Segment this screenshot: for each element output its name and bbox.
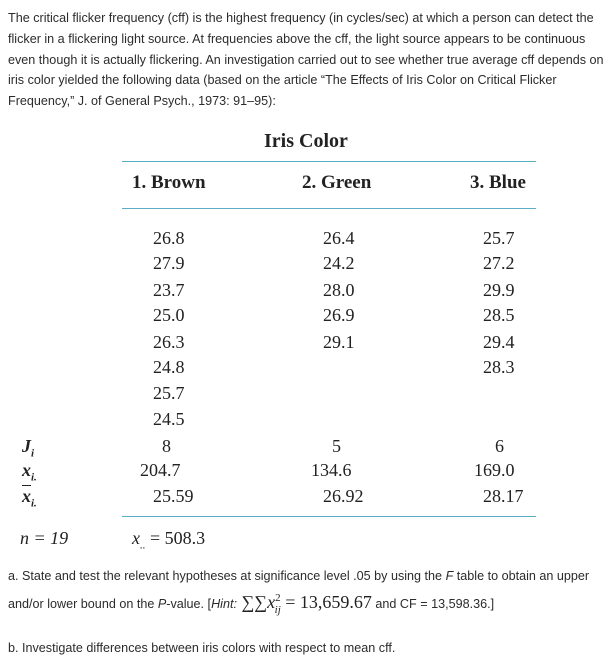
row-label-j: $J_i$ [22, 436, 35, 460]
table-header-rule [122, 208, 536, 209]
data-cell: 25.0 [153, 305, 185, 325]
data-cell: 28.5 [483, 305, 515, 325]
data-cell: 24.2 [323, 253, 355, 273]
data-cell: 23.7 [153, 280, 185, 300]
j-brown: 8 [162, 436, 171, 456]
question-part-a: a. State and test the relevant hypotheses at significance level .05 by using the F table to obtain an upper and/or lower bound on the P-value. [Hint: $\sum\sum x^2_{ij} = 13,659.67$ and CF = 13,598.36.] [8, 569, 590, 616]
grand-total: $x_{..} = 508.3$ [132, 528, 206, 552]
total-n: n = 19 [20, 528, 69, 548]
data-cell: 24.8 [153, 357, 185, 377]
data-cell: 26.9 [323, 305, 355, 325]
data-cell: 28.0 [323, 280, 355, 300]
question-part-b: b. Investigate differences between iris colors with respect to mean cff. [8, 641, 396, 655]
column-header-blue: 3. Blue [470, 172, 526, 193]
xbar-brown: 25.59 [153, 486, 194, 506]
column-header-brown: 1. Brown [132, 172, 206, 193]
data-cell: 25.7 [153, 383, 185, 403]
xsum-brown: 204.7 [140, 460, 181, 480]
j-blue: 6 [495, 436, 504, 456]
data-cell: 29.9 [483, 280, 515, 300]
data-cell: 25.7 [483, 228, 515, 248]
table-title: Iris Color [264, 130, 348, 152]
data-cell: 26.4 [323, 228, 355, 248]
data-cell: 28.3 [483, 357, 515, 377]
data-cell: 27.2 [483, 253, 515, 273]
row-label-xbar: $\overline{x}_{i.}$ [22, 486, 37, 510]
column-header-green: 2. Green [302, 172, 372, 193]
j-green: 5 [332, 436, 341, 456]
row-label-xsum: $x_{i.}$ [22, 460, 37, 484]
xsum-green: 134.6 [311, 460, 352, 480]
data-cell: 26.3 [153, 332, 185, 352]
table-top-rule [122, 161, 536, 162]
intro-paragraph: The critical flicker frequency (cff) is the highest frequency (in cycles/sec) at which a person can detect the flicker in a flickering light source. At frequencies above the cff, the light source appears to be continuous even though it is actually flickering. An investigation carried out to see whether true average cff depends on iris color yielded the following data (based on the article “The Effects of Iris Color on Critical Flicker Frequency,” J. of General Psych., 1973: 91–95): [8, 11, 604, 109]
xbar-blue: 28.17 [483, 486, 524, 506]
data-cell: 29.4 [483, 332, 515, 352]
data-cell: 24.5 [153, 409, 185, 429]
data-cell: 27.9 [153, 253, 185, 273]
data-cell: 29.1 [323, 332, 355, 352]
data-cell: 26.8 [153, 228, 185, 248]
xsum-blue: 169.0 [474, 460, 515, 480]
table-bottom-rule [122, 516, 536, 517]
xbar-green: 26.92 [323, 486, 364, 506]
